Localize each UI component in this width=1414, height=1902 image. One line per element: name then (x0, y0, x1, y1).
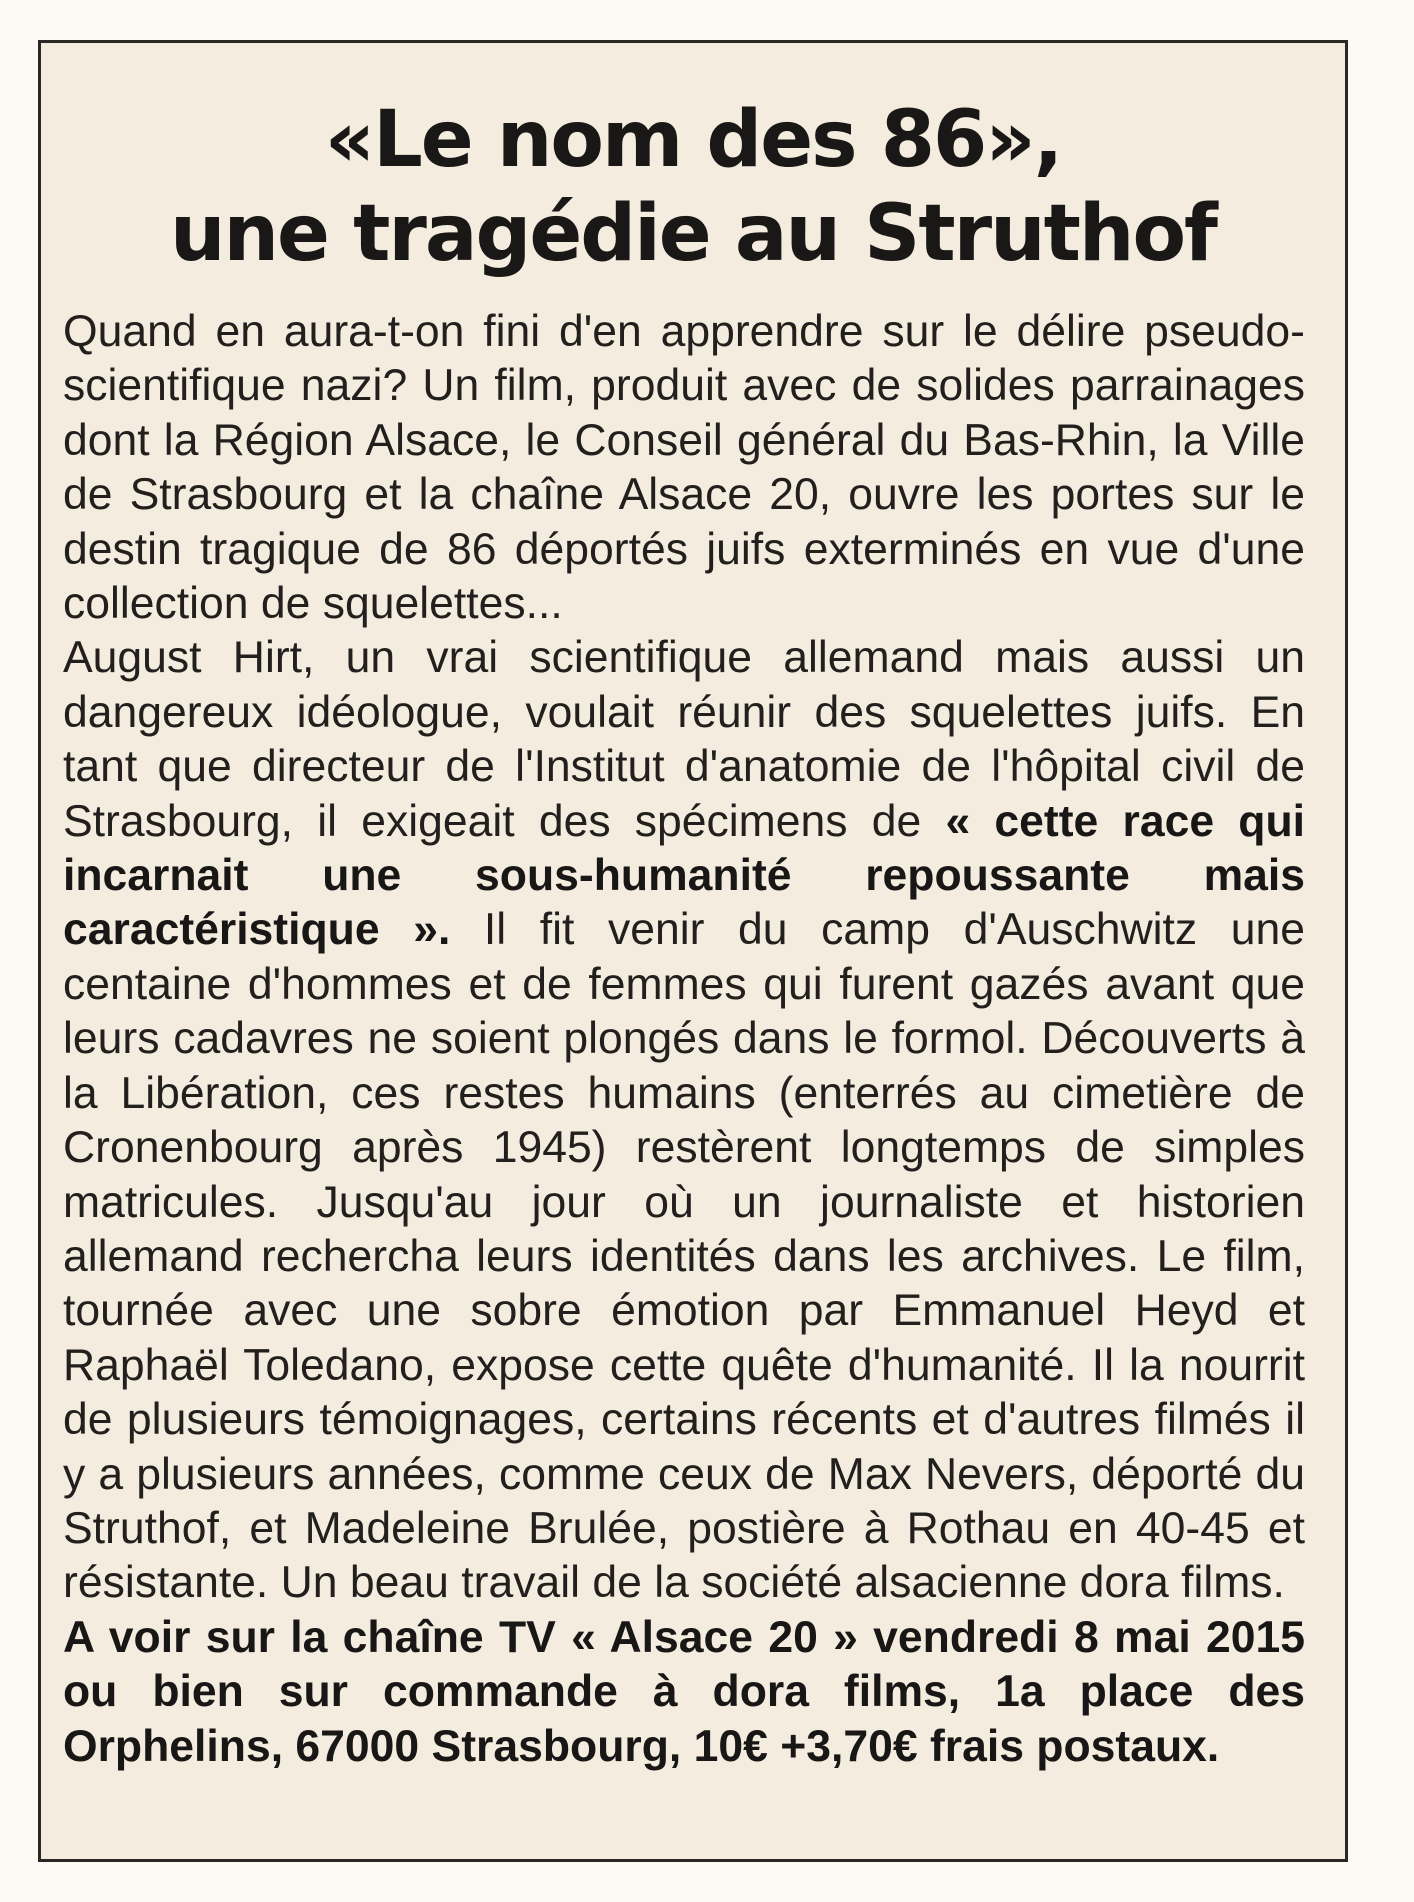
article-headline (41, 93, 1345, 281)
broadcast-info: A voir sur la chaîne TV « Alsace 20 » vendredi 8 mai 2015 ou bien sur commande à dora films, 1a place des Orphelins, 67000 Strasbourg, 10€ +3,70€ frais postaux. (63, 1612, 1305, 1771)
article-body (63, 305, 1305, 1774)
main-paragraph-rest: Il fit venir du camp d'Auschwitz une centaine d'hommes et de femmes qui furent gazés avant que leurs cadavres ne soient plongés dans le formol. Découverts à la Libération, ces restes humains (enterrés au cimetière de Cronenbourg après 1945) restèrent longtemps de simples matricules. Jusqu'au jour où un journaliste et historien allemand rechercha leurs identités dans les archives. Le film, tournée avec une sobre émotion par Emmanuel Heyd et Raphaël Toledano, expose cette quête d'humanité. Il la nourrit de plusieurs témoignages, certains récents et d'autres filmés il y a plusieurs années, comme ceux de Max Nevers, déporté du Struthof, et Madeleine Brulée, postière à Rothau en 40-45 et résistante. Un beau travail de la société alsacienne dora films. (63, 905, 1305, 1608)
main-paragraph (63, 631, 1305, 1610)
headline-line-2: une tragédie au Struthof (170, 189, 1216, 279)
headline-line-1: «Le nom des 86», (324, 95, 1062, 185)
hirt-quote: « cette race qui incarnait une sous-humanité repoussante mais caractéristique ». (63, 796, 1306, 955)
intro-paragraph: Quand en aura-t-on fini d'en apprendre sur le délire pseudo-scientifique nazi? Un film, produit avec de solides parrainages dont la Région Alsace, le Conseil général du Bas-Rhin, la Ville de Strasbourg et la chaîne Alsace 20, ouvre les portes sur le destin tragique de 86 déportés juifs exterminés en vue d'une collection de squelettes... (63, 307, 1305, 629)
newspaper-clipping (38, 40, 1348, 1862)
main-paragraph-start: August Hirt, un vrai scientifique allemand mais aussi un dangereux idéologue, voulait réunir des squelettes juifs. En tant que directeur de l'Institut d'anatomie de l'hôpital civil de Strasbourg, il exigeait des spécimens de (63, 633, 1305, 846)
